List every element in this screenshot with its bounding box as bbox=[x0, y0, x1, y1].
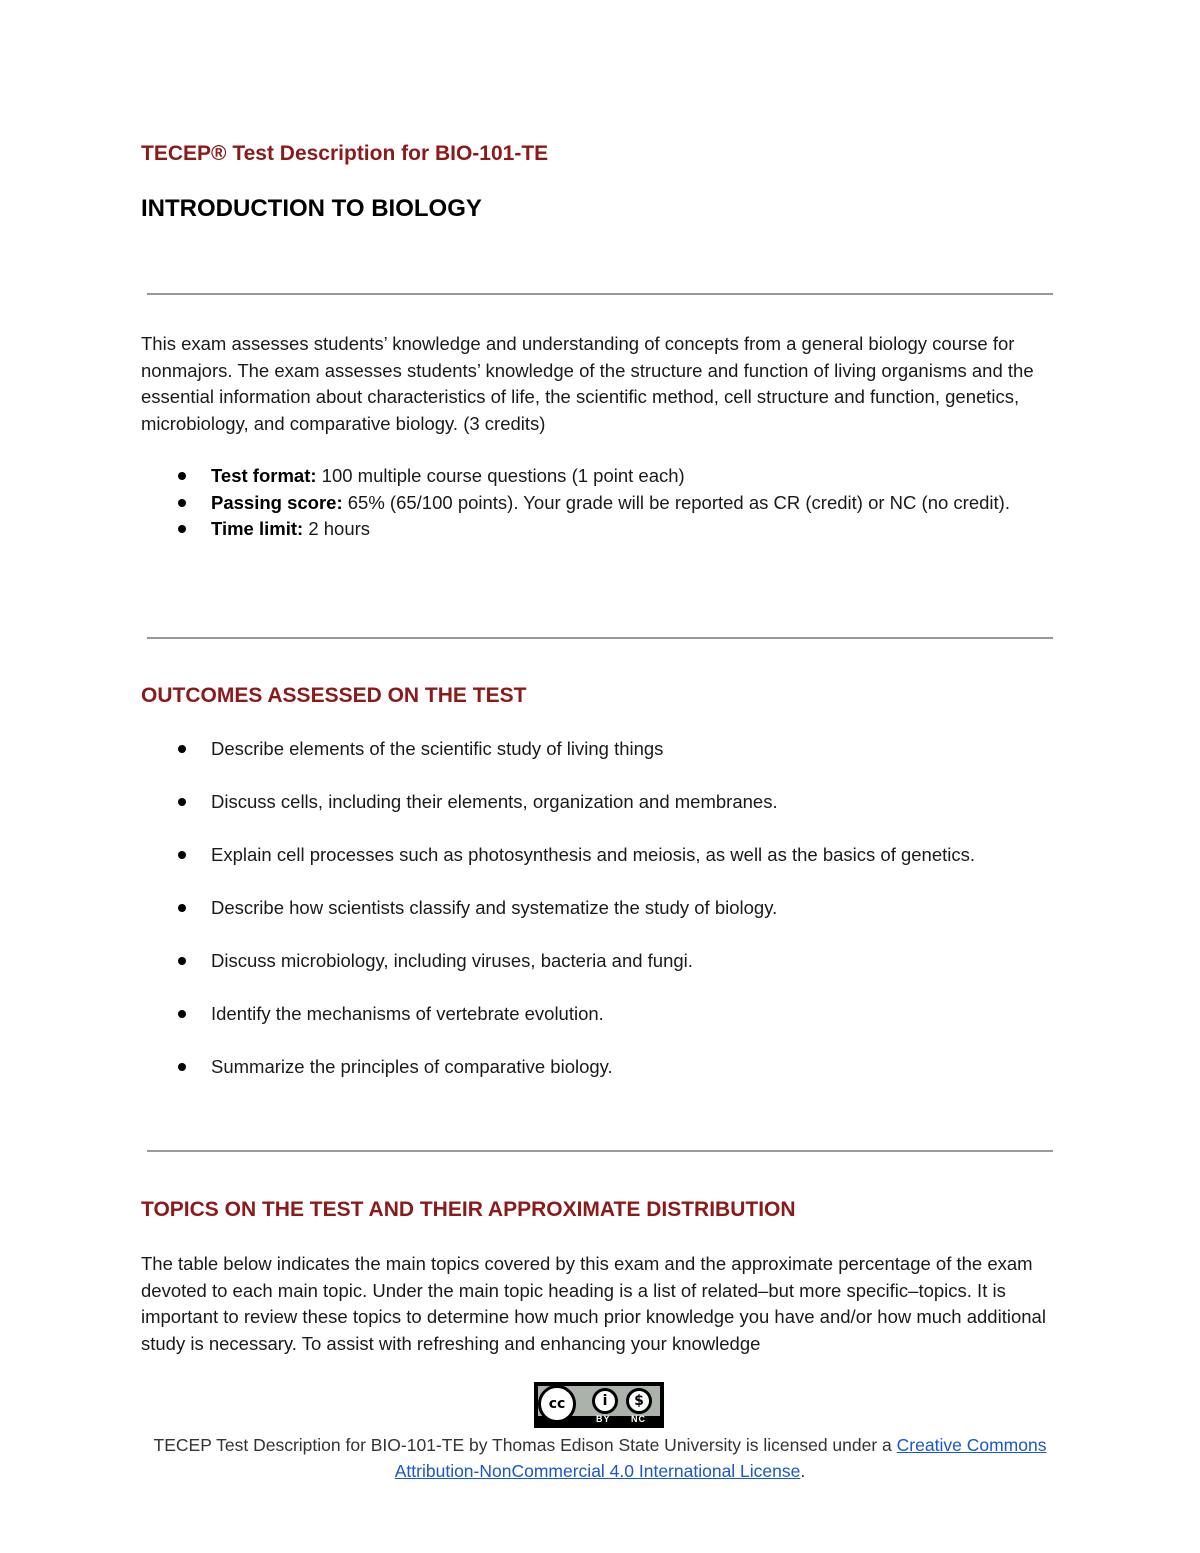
bullet-icon bbox=[178, 798, 186, 806]
list-item bbox=[141, 490, 1041, 517]
format-value: 2 hours bbox=[308, 518, 371, 539]
format-label: Passing score: bbox=[211, 491, 343, 513]
badge-by-label: BY bbox=[596, 1414, 611, 1424]
document-title: INTRODUCTION TO BIOLOGY bbox=[141, 195, 482, 222]
license-text: TECEP Test Description for BIO-101-TE by Thomas Edison State University is licensed under a bbox=[153, 1435, 892, 1455]
bullet-icon bbox=[178, 957, 186, 965]
list-item bbox=[141, 842, 1041, 869]
format-value: 100 multiple course questions (1 point each) bbox=[321, 465, 685, 486]
outcome-text: Identify the mechanisms of vertebrate evolution. bbox=[211, 1003, 604, 1024]
document-subtitle: TECEP® Test Description for BIO-101-TE bbox=[141, 142, 549, 165]
cc-icon: cc bbox=[538, 1385, 576, 1423]
bullet-icon bbox=[178, 472, 186, 480]
list-item bbox=[141, 463, 1041, 490]
outcome-text: Discuss cells, including their elements, organization and membranes. bbox=[211, 791, 778, 812]
list-item bbox=[141, 789, 1041, 816]
bullet-icon bbox=[178, 525, 186, 533]
format-label: Time limit: bbox=[211, 518, 304, 539]
bullet-icon bbox=[178, 1063, 186, 1071]
outcome-text: Describe how scientists classify and systematize the study of biology. bbox=[211, 897, 778, 918]
list-item bbox=[141, 516, 1041, 543]
list-item bbox=[141, 895, 1041, 922]
exam-format-list bbox=[141, 463, 1041, 543]
bullet-icon bbox=[178, 745, 186, 753]
divider-middle bbox=[147, 637, 1053, 639]
outcome-text: Explain cell processes such as photosynthesis and meiosis, as well as the basics of genetics. bbox=[211, 844, 976, 865]
list-item bbox=[141, 736, 1041, 763]
bullet-icon bbox=[178, 904, 186, 912]
list-item bbox=[141, 948, 1041, 975]
license-footer bbox=[141, 1432, 1059, 1484]
topics-paragraph: The table below indicates the main topics covered by this exam and the approximate percentage of the exam devoted to each main topic. Under the main topic heading is a list of related–but more specific–topics. It is important to review these topics to determine how much prior knowledge you have and/or how much additional study is necessary. To assist with refreshing and enhancing your knowledge bbox=[141, 1253, 1046, 1354]
topics-heading: TOPICS ON THE TEST AND THEIR APPROXIMATE DISTRIBUTION bbox=[141, 1198, 796, 1221]
attribution-icon: i bbox=[592, 1388, 618, 1414]
intro-paragraph: This exam assesses students’ knowledge and understanding of concepts from a general biology course for nonmajors. The exam assesses students’ knowledge of the structure and function of living organisms and the essential information about characteristics of life, the scientific method, cell structure and function, genetics, microbiology, and comparative biology. (3 credits) bbox=[141, 333, 1034, 434]
outcome-text: Summarize the principles of comparative biology. bbox=[211, 1056, 613, 1077]
divider-top bbox=[147, 293, 1053, 295]
outcome-text: Describe elements of the scientific study of living things bbox=[211, 738, 664, 759]
outcomes-list bbox=[141, 736, 1041, 1107]
license-end: . bbox=[800, 1461, 806, 1481]
format-value: 65% (65/100 points). Your grade will be reported as CR (credit) or NC (no credit). bbox=[347, 491, 1010, 513]
outcomes-heading: OUTCOMES ASSESSED ON THE TEST bbox=[141, 684, 527, 707]
noncommercial-icon: $ bbox=[626, 1388, 652, 1414]
bullet-icon bbox=[178, 851, 186, 859]
badge-nc-label: NC bbox=[631, 1414, 646, 1424]
license-link[interactable]: Creative Commons Attribution-NonCommercial 4.0 International License bbox=[394, 1435, 1047, 1481]
divider-bottom bbox=[147, 1150, 1053, 1152]
cc-license-badge bbox=[534, 1382, 664, 1428]
list-item bbox=[141, 1054, 1041, 1081]
format-label: Test format: bbox=[211, 465, 317, 486]
bullet-icon bbox=[178, 499, 186, 507]
bullet-icon bbox=[178, 1010, 186, 1018]
list-item bbox=[141, 1001, 1041, 1028]
outcome-text: Discuss microbiology, including viruses, bacteria and fungi. bbox=[211, 950, 693, 971]
